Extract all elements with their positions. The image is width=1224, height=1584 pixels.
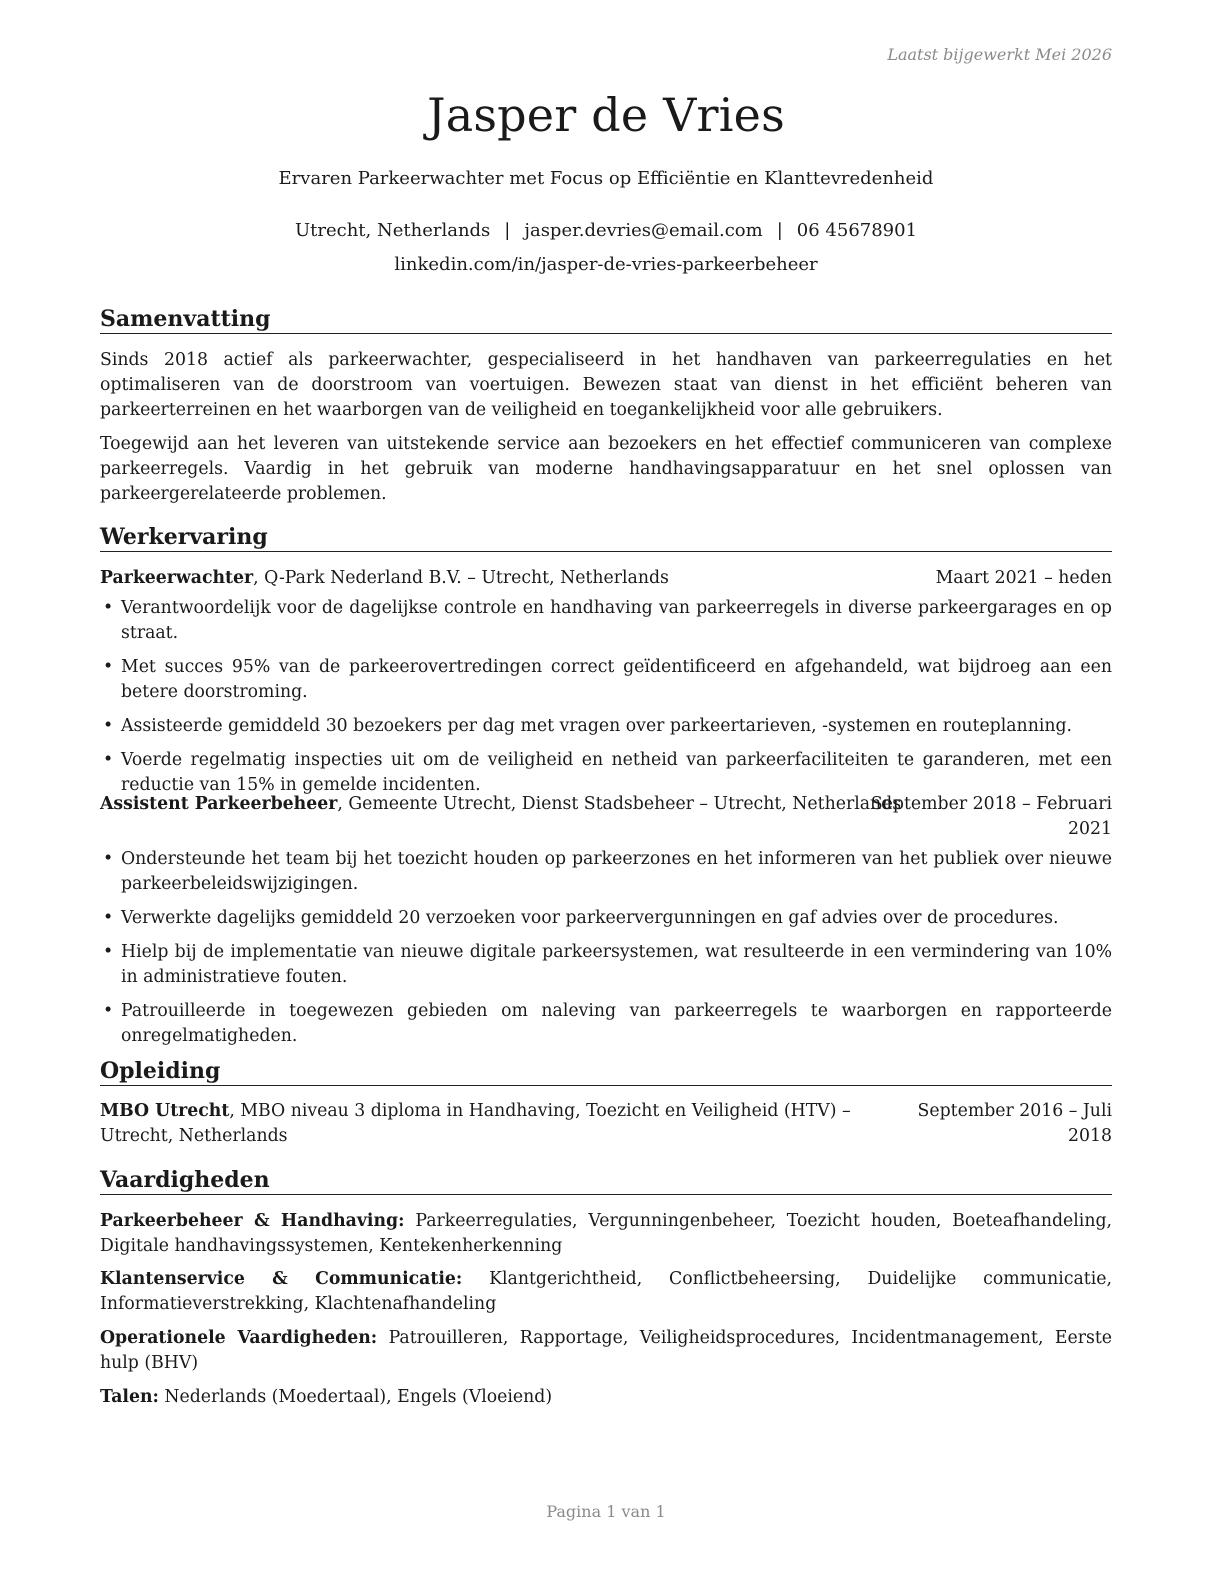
section-title-education: Opleiding xyxy=(100,1058,1112,1086)
resume-page xyxy=(100,0,1112,1584)
job-dates: Maart 2021 – heden xyxy=(935,568,1112,588)
job-header xyxy=(100,566,1112,591)
bullet-icon: • xyxy=(103,716,114,736)
skill-text: Nederlands (Moedertaal), Engels (Vloeiend) xyxy=(158,1387,553,1407)
job-bullets xyxy=(100,596,1112,807)
skill-group xyxy=(100,1385,1112,1410)
skill-label: Klantenservice & Communicatie: xyxy=(100,1269,463,1289)
bullet-icon: • xyxy=(103,598,114,618)
skill-group xyxy=(100,1326,1112,1376)
list-item: • Verantwoordelijk voor de dagelijkse controle en handhaving van parkeerregels in diverse parkeergarages en op straat. xyxy=(103,598,1112,643)
education-location: Utrecht, Netherlands xyxy=(100,1126,288,1146)
page-number: Pagina 1 van 1 xyxy=(546,1502,666,1521)
list-item: • Ondersteunde het team bij het toezicht houden op parkeerzones en het informeren van het publiek over nieuwe parkeerbeleidswijzigingen. xyxy=(103,849,1112,894)
summary-paragraph: Sinds 2018 actief als parkeerwachter, gespecialiseerd in het handhaven van parkeerregulaties en het optimaliseren van de doorstroom van voertuigen. Bewezen staat van dienst in het efficiënt beheren van parkeerterreinen en het waarborgen van de veiligheid en toegankelijkheid voor alle gebruikers. xyxy=(100,350,1112,420)
section-title-skills: Vaardigheden xyxy=(100,1167,1112,1195)
list-item: • Patrouilleerde in toegewezen gebieden om naleving van parkeerregels te waarborgen en rapporteerde onregelmatigheden. xyxy=(103,1001,1112,1046)
list-item: • Hielp bij de implementatie van nieuwe digitale parkeersystemen, wat resulteerde in een vermindering van 10% in administratieve fouten. xyxy=(103,942,1112,987)
bullet-icon: • xyxy=(103,1001,114,1021)
job-organization: , Gemeente Utrecht, Dienst Stadsbeheer – Utrecht, Netherlands xyxy=(337,794,902,814)
education-dates: September 2016 – Juli 2018 xyxy=(917,1101,1112,1146)
phone: 06 45678901 xyxy=(796,220,918,241)
section-title-summary: Samenvatting xyxy=(100,306,1112,334)
education-entry xyxy=(100,1099,1112,1149)
bullet-icon: • xyxy=(103,849,114,869)
skill-group xyxy=(100,1267,1112,1317)
skill-label: Operationele Vaardigheden: xyxy=(100,1328,378,1348)
job-role: Parkeerwachter xyxy=(100,568,254,588)
location: Utrecht, Netherlands xyxy=(294,220,491,241)
linkedin-link[interactable]: linkedin.com/in/jasper-de-vries-parkeerbeheer xyxy=(394,254,818,275)
job-dates: September 2018 – Februari 2021 xyxy=(870,794,1112,839)
skill-text: Klantgerichtheid, Conflictbeheersing, Duidelijke communicatie, Informatieverstrekking, Klachtenafhandeling xyxy=(100,1269,1112,1314)
job-organization: , Q-Park Nederland B.V. – Utrecht, Netherlands xyxy=(253,568,669,588)
list-item: • Assisteerde gemiddeld 30 bezoekers per dag met vragen over parkeertarieven, -systemen en routeplanning. xyxy=(100,714,1112,739)
skill-text: Patrouilleren, Rapportage, Veiligheidsprocedures, Incidentmanagement, Eerste hulp (BHV) xyxy=(100,1328,1113,1373)
list-item: • Voerde regelmatig inspecties uit om de veiligheid en netheid van parkeerfaciliteiten te garanderen, met een reductie van 15% in gemelde incidenten. xyxy=(103,750,1112,795)
headline: Ervaren Parkeerwachter met Focus op Efficiëntie en Klanttevredenheid xyxy=(278,168,934,189)
job-role: Assistent Parkeerbeheer xyxy=(100,794,338,814)
skill-label: Parkeerbeheer & Handhaving: xyxy=(100,1211,405,1231)
bullet-icon: • xyxy=(103,750,114,770)
skill-group xyxy=(100,1209,1112,1259)
degree: , MBO niveau 3 diploma in Handhaving, Toezicht en Veiligheid (HTV) – xyxy=(229,1101,851,1121)
bullet-icon: • xyxy=(103,908,114,928)
summary-paragraph: Toegewijd aan het leveren van uitstekende service aan bezoekers en het effectief communiceren van complexe parkeerregels. Vaardig in het gebruik van moderne handhavingsapparatuur en het snel oplossen van parkeergerelateerde problemen. xyxy=(100,434,1112,504)
skill-label: Talen: xyxy=(100,1387,159,1407)
bullet-icon: • xyxy=(103,942,114,962)
list-item: • Verwerkte dagelijks gemiddeld 20 verzoeken voor parkeervergunningen en gaf advies over de procedures. xyxy=(100,906,1112,931)
candidate-name: Jasper de Vries xyxy=(427,88,785,142)
separator: | xyxy=(776,220,783,241)
separator: | xyxy=(504,220,511,241)
skill-text: Parkeerregulaties, Vergunningenbeheer, Toezicht houden, Boeteafhandeling, Digitale handhavingssystemen, Kentekenherkenning xyxy=(100,1211,1113,1256)
last-updated: Laatst bijgewerkt Mei 2026 xyxy=(887,45,1112,64)
bullet-icon: • xyxy=(103,657,114,677)
job-header xyxy=(100,792,1112,839)
contact-line xyxy=(100,220,1112,241)
list-item: • Met succes 95% van de parkeerovertredingen correct geïdentificeerd en afgehandeld, wat bijdroeg aan een betere doorstroming. xyxy=(103,657,1112,702)
job-bullets xyxy=(100,847,1112,1058)
email-link[interactable]: jasper.devries@email.com xyxy=(524,220,763,241)
school-name: MBO Utrecht xyxy=(100,1101,230,1121)
section-title-experience: Werkervaring xyxy=(100,524,1112,552)
